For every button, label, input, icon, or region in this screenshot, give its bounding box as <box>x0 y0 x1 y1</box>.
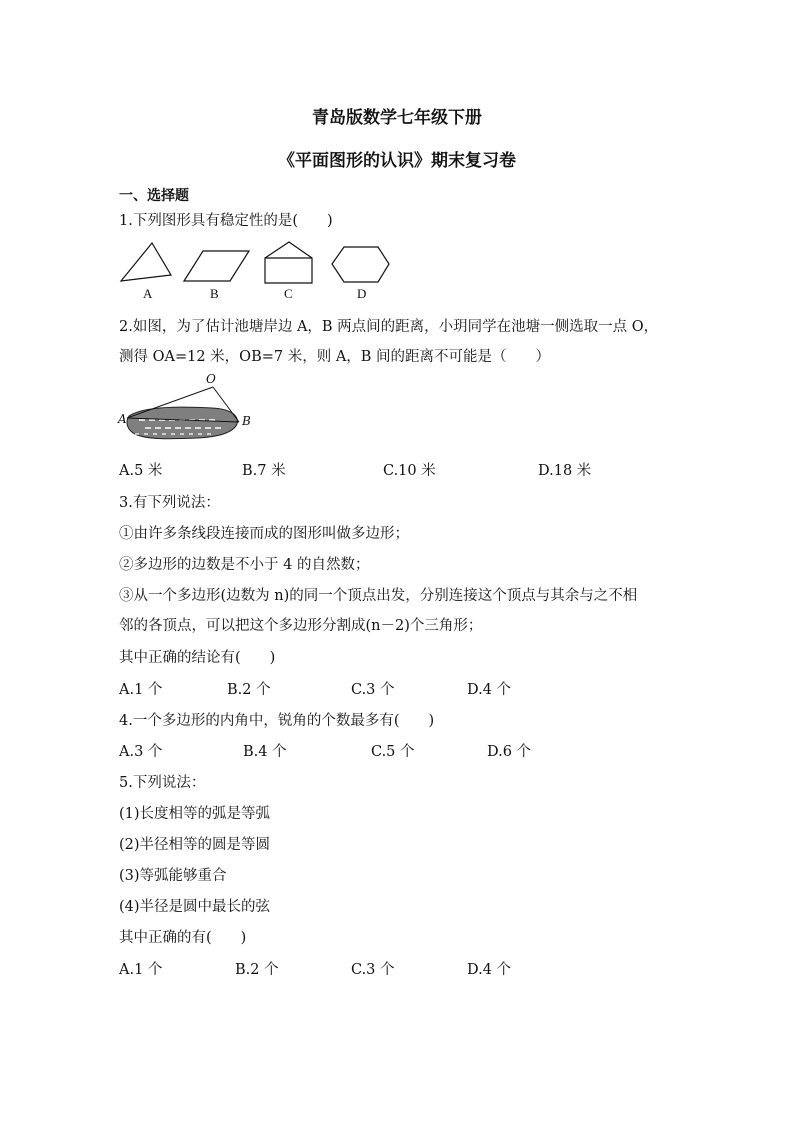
question-3-stem: 3.有下列说法： <box>119 495 220 511</box>
question-2-stem-line2: 测得 OA=12 米，OB=7 米，则 A，B 间的距离不可能是（ ） <box>119 349 551 365</box>
q2-option-a: A.5 米 <box>119 463 163 479</box>
q3-statement-1: ①由许多条线段连接而成的图形叫做多边形； <box>119 526 409 542</box>
shape-parallelogram <box>182 248 252 283</box>
question-2-stem-line1: 2.如图，为了估计池塘岸边 A，B 两点间的距离，小玥同学在池塘一侧选取一点 O， <box>119 319 659 335</box>
q5-option-c: C.3 个 <box>351 962 395 978</box>
page-title: 青岛版数学七年级下册 <box>312 108 482 128</box>
q5-option-a: A.1 个 <box>119 962 163 978</box>
q3-statement-2: ②多边形的边数是不小于 4 的自然数； <box>119 557 370 573</box>
q3-ask: 其中正确的结论有( ) <box>119 650 276 666</box>
q5-statement-4: (4)半径是圆中最长的弦 <box>119 899 271 915</box>
label-point-o: O <box>206 372 216 386</box>
q2-option-d: D.18 米 <box>538 463 592 479</box>
shape-hexagon <box>330 245 392 285</box>
q3-option-a: A.1 个 <box>119 682 163 698</box>
q4-option-c: C.5 个 <box>371 744 415 760</box>
label-point-b: B <box>242 414 251 428</box>
page-subtitle: 《平面图形的认识》期末复习卷 <box>278 151 516 171</box>
q2-option-b: B.7 米 <box>242 463 286 479</box>
shape-house <box>262 238 317 286</box>
section-heading: 一、选择题 <box>119 188 189 204</box>
shape-label-d: D <box>357 286 367 301</box>
question-4-stem: 4.一个多边形的内角中，锐角的个数最多有( ) <box>119 713 435 729</box>
label-point-a: A <box>118 412 127 426</box>
pond-figure <box>117 372 257 452</box>
q5-option-b: B.2 个 <box>235 962 279 978</box>
q5-statement-2: (2)半径相等的圆是等圆 <box>119 837 271 853</box>
question-5-stem: 5.下列说法： <box>119 775 206 791</box>
q4-option-b: B.4 个 <box>243 744 287 760</box>
shape-label-a: A <box>143 286 153 301</box>
q4-option-a: A.3 个 <box>119 744 163 760</box>
q5-option-d: D.4 个 <box>467 962 512 978</box>
q2-option-c: C.10 米 <box>383 463 436 479</box>
q5-statement-3: (3)等弧能够重合 <box>119 868 227 884</box>
q3-option-b: B.2 个 <box>227 682 271 698</box>
q3-option-c: C.3 个 <box>351 682 395 698</box>
q3-statement-3-line2: 邻的各顶点，可以把这个多边形分割成(n－2)个三角形； <box>119 618 483 634</box>
q4-option-d: D.6 个 <box>487 744 532 760</box>
q3-statement-3-line1: ③从一个多边形(边数为 n)的同一个顶点出发，分别连接这个顶点与其余与之不相 <box>119 588 638 604</box>
shape-triangle <box>119 240 174 285</box>
q3-option-d: D.4 个 <box>467 682 512 698</box>
q5-ask: 其中正确的有( ) <box>119 930 247 946</box>
question-1-stem: 1.下列图形具有稳定性的是( ) <box>119 213 333 229</box>
shape-label-b: B <box>210 286 219 301</box>
shape-label-c: C <box>284 286 293 301</box>
q5-statement-1: (1)长度相等的弧是等弧 <box>119 806 271 822</box>
